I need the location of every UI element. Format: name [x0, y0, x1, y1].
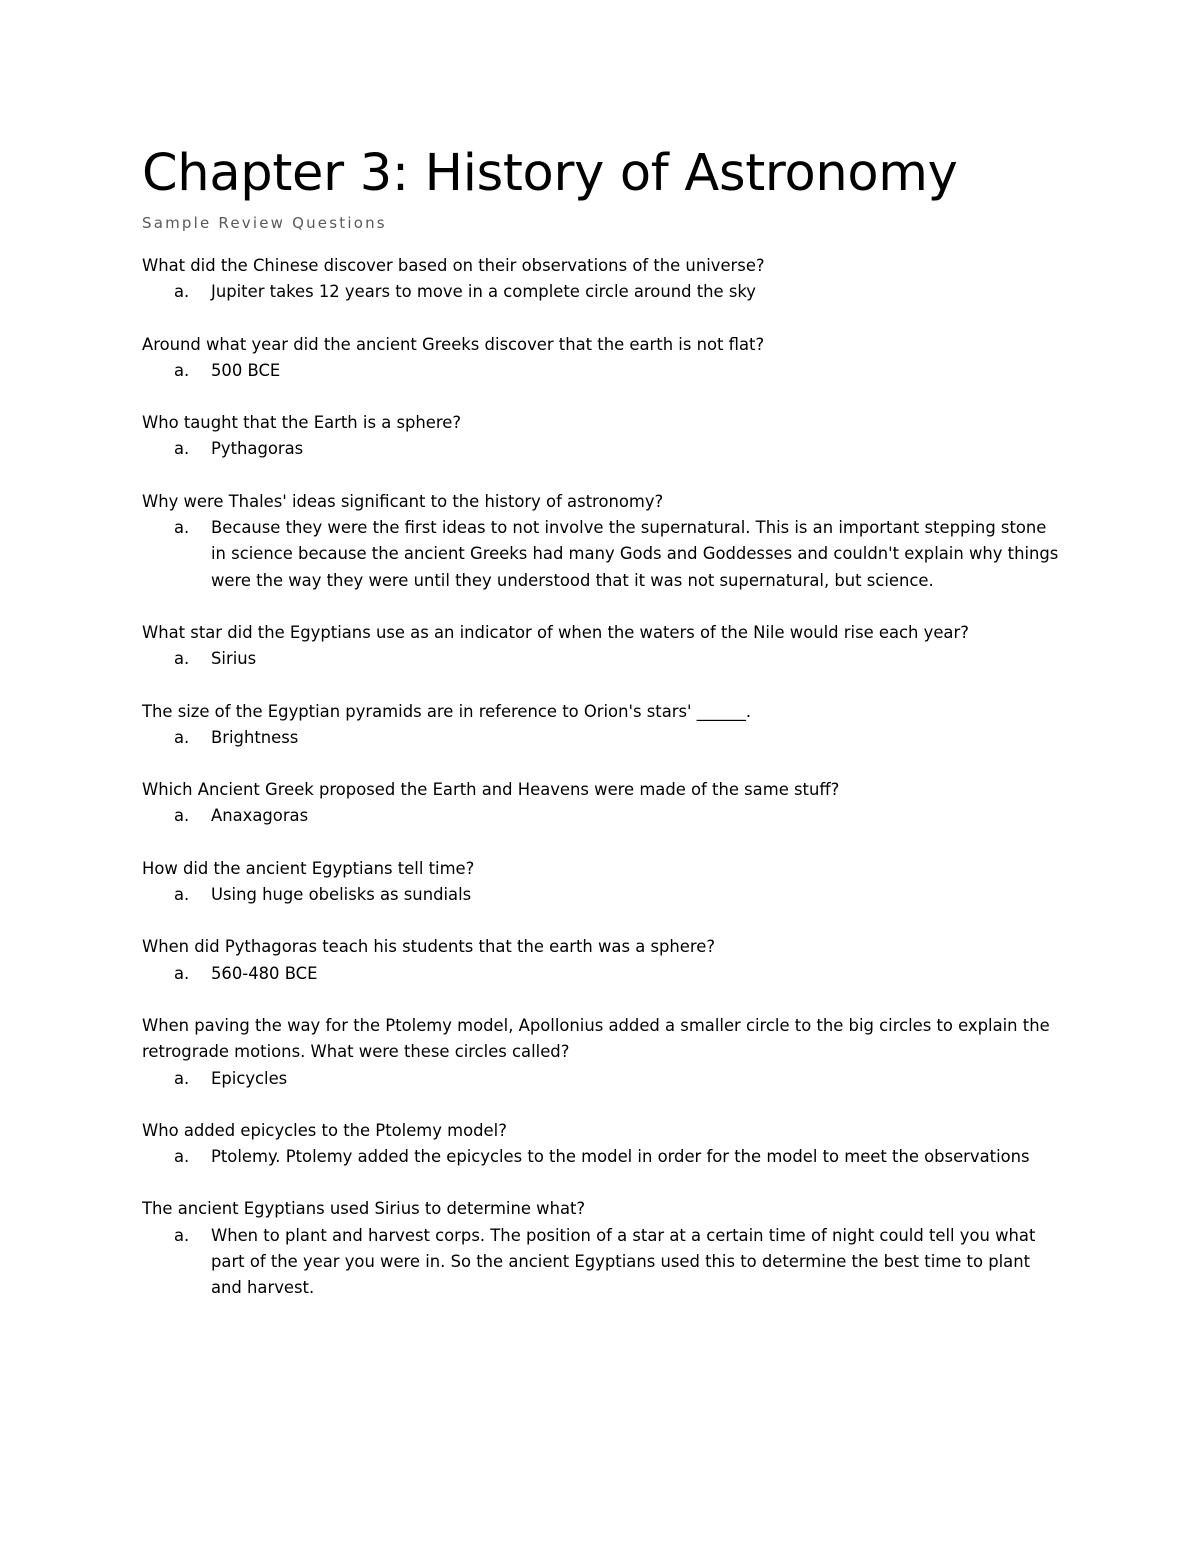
answer-text: When to plant and harvest corps. The position of a star at a certain time of night could tell you what part of the year you were in. So the ancient Egyptians used this to determine the best time to plant and harvest. — [211, 1225, 1036, 1298]
question-text: The size of the Egyptian pyramids are in reference to Orion's stars' ______. — [142, 701, 752, 721]
qa-item — [142, 253, 1072, 306]
answer-text: Brightness — [211, 727, 299, 747]
qa-item — [142, 856, 1072, 909]
question-text: When did Pythagoras teach his students that the earth was a sphere? — [142, 937, 716, 957]
answer-marker: a. — [174, 1068, 190, 1088]
page-title: Chapter 3: History of Astronomy — [142, 144, 958, 203]
question-text: Who taught that the Earth is a sphere? — [142, 413, 462, 433]
answer-marker: a. — [174, 518, 190, 538]
document-page — [142, 135, 1072, 1328]
qa-item — [142, 777, 1072, 830]
answer-marker: a. — [174, 806, 190, 826]
answer-item — [142, 436, 1072, 462]
answer-marker: a. — [174, 439, 190, 459]
question-text: Which Ancient Greek proposed the Earth and Heavens were made of the same stuff? — [142, 780, 840, 800]
answer-marker: a. — [174, 649, 190, 669]
answer-marker: a. — [174, 727, 190, 747]
answer-text: Using huge obelisks as sundials — [211, 885, 472, 905]
answer-item — [142, 725, 1072, 751]
answer-item — [142, 961, 1072, 987]
answer-item — [142, 515, 1072, 594]
answer-item — [142, 1066, 1072, 1092]
question-text: When paving the way for the Ptolemy model, Apollonius added a smaller circle to the big circles to explain the retrograde motions. What were these circles called? — [142, 1015, 1050, 1062]
answer-text: Jupiter takes 12 years to move in a complete circle around the sky — [211, 282, 756, 302]
answer-text: 560-480 BCE — [211, 963, 318, 983]
qa-item — [142, 1196, 1072, 1301]
qa-item — [142, 934, 1072, 987]
answer-item — [142, 1144, 1072, 1170]
qa-item — [142, 332, 1072, 385]
answer-item — [142, 646, 1072, 672]
qa-item — [142, 410, 1072, 463]
question-text: Around what year did the ancient Greeks discover that the earth is not flat? — [142, 334, 765, 354]
answer-text: Sirius — [211, 649, 257, 669]
answer-marker: a. — [174, 360, 190, 380]
question-text: Who added epicycles to the Ptolemy model? — [142, 1120, 507, 1140]
answer-text: Pythagoras — [211, 439, 304, 459]
answer-marker: a. — [174, 885, 190, 905]
answer-item — [142, 358, 1072, 384]
answer-marker: a. — [174, 1147, 190, 1167]
answer-item — [142, 882, 1072, 908]
answer-text: Ptolemy. Ptolemy added the epicycles to the model in order for the model to meet the observations — [211, 1147, 1030, 1167]
answer-text: Because they were the first ideas to not involve the supernatural. This is an important stepping stone in science because the ancient Greeks had many Gods and Goddesses and couldn't explain why things were the way they were until they understood that it was not supernatural, but science. — [211, 518, 1059, 590]
question-text: How did the ancient Egyptians tell time? — [142, 858, 475, 878]
answer-item — [142, 279, 1072, 305]
qa-list — [142, 253, 1072, 1302]
qa-item — [142, 1013, 1072, 1092]
answer-marker: a. — [174, 1225, 190, 1245]
qa-item — [142, 1118, 1072, 1171]
answer-marker: a. — [174, 282, 190, 302]
qa-item — [142, 620, 1072, 673]
qa-item — [142, 699, 1072, 752]
question-text: What did the Chinese discover based on their observations of the universe? — [142, 256, 765, 275]
answer-text: Epicycles — [211, 1068, 288, 1088]
question-text: Why were Thales' ideas significant to the history of astronomy? — [142, 491, 664, 511]
question-text: The ancient Egyptians used Sirius to determine what? — [142, 1199, 586, 1219]
answer-item — [142, 803, 1072, 829]
answer-text: Anaxagoras — [211, 806, 309, 826]
answer-marker: a. — [174, 963, 190, 983]
answer-text: 500 BCE — [211, 360, 281, 380]
qa-item — [142, 489, 1072, 594]
page-subtitle: Sample Review Questions — [142, 214, 387, 232]
question-text: What star did the Egyptians use as an indicator of when the waters of the Nile would rise each year? — [142, 622, 969, 642]
answer-item — [142, 1223, 1072, 1302]
